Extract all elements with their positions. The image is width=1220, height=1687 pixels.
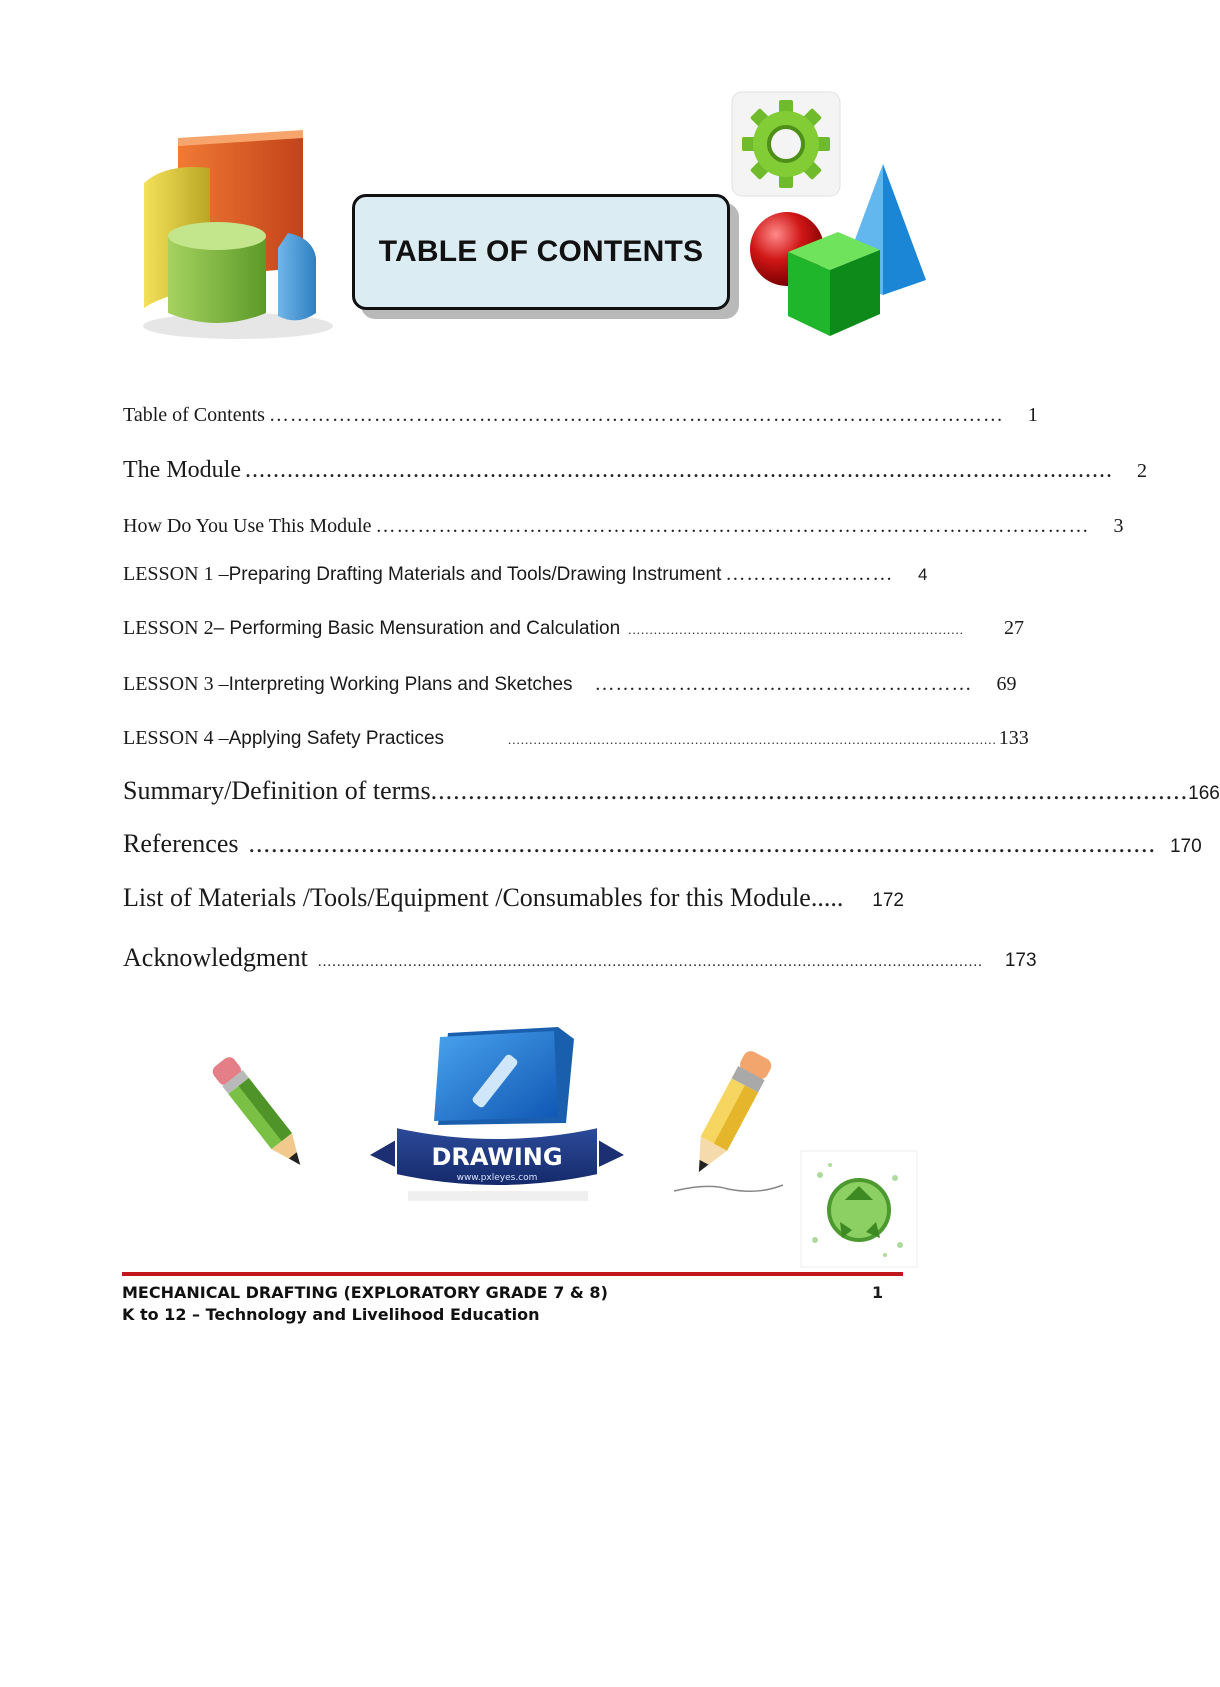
toc-page-number: 172 xyxy=(872,890,904,911)
toc-entry[interactable] xyxy=(123,404,1038,427)
toc-page-number: 1 xyxy=(1027,404,1038,426)
footer-page-number: 1 xyxy=(872,1283,884,1302)
title-box xyxy=(352,194,730,310)
toc-page-number: 173 xyxy=(1004,950,1037,971)
toc-entry-label: LESSON 1 – xyxy=(123,563,229,585)
toc-entry[interactable] xyxy=(123,515,1124,538)
toc-page-number: 2 xyxy=(1136,460,1147,482)
recycle-globe-icon xyxy=(800,1150,918,1268)
toc-entry[interactable] xyxy=(123,883,904,913)
banner-url: www.pxleyes.com xyxy=(456,1173,538,1183)
toc-page-number: 69 xyxy=(996,673,1017,695)
page-title: TABLE OF CONTENTS xyxy=(378,235,704,268)
toc-entry-title: Preparing Drafting Materials and Tools/Drawing Instrument xyxy=(228,564,722,585)
dot-leader: ................................................................................................................... xyxy=(508,732,997,747)
toc-entry-label: Acknowledgment xyxy=(123,943,308,972)
toc-entry-label: List of Materials /Tools/Equipment /Consumables for this Module xyxy=(123,883,811,912)
toc-entry-label: LESSON 4 – xyxy=(123,727,229,749)
dot-leader: ……………………………………………… xyxy=(594,673,973,695)
toc-page-number: 166 xyxy=(1188,783,1220,804)
toc-entry[interactable] xyxy=(123,617,1024,640)
green-pencil-icon xyxy=(190,1045,330,1185)
footer-course-title: MECHANICAL DRAFTING (EXPLORATORY GRADE 7 & 8) xyxy=(122,1283,608,1302)
toc-entry-label: Table of Contents xyxy=(123,404,265,426)
toc-entry[interactable] xyxy=(123,943,1037,973)
dot-leader: ............................................................................... xyxy=(628,622,964,637)
dot-leader: ............................................................................................................................................ xyxy=(317,954,983,970)
banner-text: DRAWING xyxy=(431,1143,563,1171)
gear-icon xyxy=(730,90,842,198)
yellow-pencil-icon xyxy=(668,1045,788,1195)
toc-entry[interactable] xyxy=(123,563,928,586)
toc-entry-label: LESSON 2 xyxy=(123,617,214,639)
toc-entry-title: Applying Safety Practices xyxy=(228,728,445,749)
toc-entry-title: – Performing Basic Mensuration and Calculation xyxy=(213,618,621,639)
toc-page-number: 4 xyxy=(917,565,928,584)
toc-entry-label: LESSON 3 – xyxy=(123,673,229,695)
toc-entry[interactable] xyxy=(123,457,1147,484)
toc-entry-label: The Module xyxy=(123,457,241,483)
dot-leader: ..................................................................................................... xyxy=(430,776,1189,805)
toc-entry-label: How Do You Use This Module xyxy=(123,515,372,537)
toc-entry[interactable] xyxy=(123,829,1202,859)
pie-chart-3d-icon xyxy=(138,128,338,343)
dot-leader: …………………………………………………………………………………………… xyxy=(268,404,1004,426)
toc-page-number: 3 xyxy=(1113,515,1124,537)
dot-leader: ..... xyxy=(810,883,844,912)
dot-leader: ......................................................................................................................... xyxy=(248,829,1156,858)
dot-leader: ............................................................................................................................ xyxy=(244,457,1113,483)
footer-rule xyxy=(122,1272,903,1276)
toc-page-number: 133 xyxy=(998,727,1029,749)
footer-subtitle: K to 12 – Technology and Livelihood Education xyxy=(122,1305,540,1324)
toc-entry-title: Interpreting Working Plans and Sketches xyxy=(228,674,573,695)
toc-entry[interactable] xyxy=(123,776,1220,806)
toc-entry[interactable] xyxy=(123,727,1029,750)
toc-page-number: 170 xyxy=(1169,836,1202,857)
dot-leader: …………………… xyxy=(725,563,894,585)
toc-entry[interactable] xyxy=(123,673,1017,696)
toc-page-number: 27 xyxy=(1003,617,1024,639)
drawing-book-icon xyxy=(368,1025,626,1205)
toc-entry-label: References xyxy=(123,829,239,858)
dot-leader: ………………………………………………………………………………………… xyxy=(375,515,1090,537)
toc-entry-label: Summary/Definition of terms xyxy=(123,776,431,805)
cube-icon xyxy=(780,222,886,340)
